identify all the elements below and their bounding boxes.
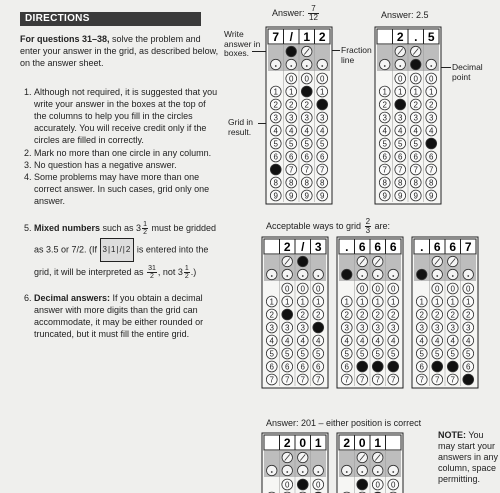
digit-label: 1 — [269, 297, 274, 307]
answer-char: 2 — [396, 30, 404, 44]
digit-label: 8 — [273, 178, 278, 188]
digit-bubble — [426, 138, 437, 149]
digit-label: 1 — [466, 297, 471, 307]
digit-label: 1 — [450, 297, 455, 307]
digit-label: 1 — [375, 297, 380, 307]
digit-label: 5 — [419, 349, 424, 359]
decimal-point-annotation: Decimal point — [452, 62, 483, 82]
intro-paragraph: For questions 31–38, solve the problem and enter your answer in the grid, as described below, on the answer sheet. — [20, 34, 219, 69]
decimal-bubble — [282, 465, 292, 475]
grid-7-12 — [266, 27, 334, 207]
decimal-bubble — [417, 269, 427, 279]
digit-label: 7 — [375, 375, 380, 385]
decimal-bubble — [357, 269, 367, 279]
digit-bubble — [463, 374, 474, 385]
grid-667 — [412, 237, 480, 397]
digit-label: 7 — [413, 165, 418, 175]
write-answer-annotation: Write answer in boxes. — [224, 29, 261, 58]
digit-label: 1 — [382, 87, 387, 97]
decimal-bubble — [267, 465, 277, 475]
digit-label: 0 — [375, 284, 380, 294]
digit-label: 4 — [320, 126, 325, 136]
answer-char: 3 — [314, 240, 322, 254]
digit-label: 6 — [429, 152, 434, 162]
answer-char: 6 — [374, 240, 382, 254]
answer-char: . — [420, 240, 424, 254]
rules-list — [20, 86, 220, 341]
decimal-bubble — [395, 59, 405, 69]
digit-label: 0 — [316, 480, 321, 490]
digit-label: 9 — [382, 191, 387, 201]
digit-label: 8 — [413, 178, 418, 188]
rule-1: 1. Although not required, it is suggested that you write your answer in the boxes at the top of the columns to help you fill in the circles accurately. You will receive credit only if the circles are filled in correctly. — [34, 86, 220, 147]
digit-label: 9 — [429, 191, 434, 201]
digit-label: 9 — [398, 191, 403, 201]
answer-box — [264, 239, 280, 254]
digit-bubble — [357, 479, 368, 490]
digit-label: 7 — [320, 165, 325, 175]
decimal-bubble — [426, 59, 436, 69]
fraction-bubble — [298, 256, 308, 266]
digit-label: 4 — [360, 336, 365, 346]
digit-label: 1 — [419, 297, 424, 307]
digit-label: 7 — [419, 375, 424, 385]
decimal-bubble — [388, 465, 398, 475]
digit-label: 8 — [398, 178, 403, 188]
digit-label: 0 — [285, 284, 290, 294]
digit-label: 3 — [269, 323, 274, 333]
digit-label: 4 — [391, 336, 396, 346]
answer-char: / — [289, 30, 293, 44]
answer-box — [386, 435, 402, 450]
digit-label: 1 — [429, 87, 434, 97]
digit-label: 4 — [398, 126, 403, 136]
digit-label: 1 — [320, 87, 325, 97]
digit-label: 3 — [391, 323, 396, 333]
answer-char: 2 — [343, 436, 351, 450]
directions-text — [20, 33, 220, 340]
digit-bubble — [432, 361, 443, 372]
digit-label: 7 — [391, 375, 396, 385]
decimal-bubble — [313, 269, 323, 279]
digit-label: 1 — [413, 87, 418, 97]
digit-label: 2 — [413, 100, 418, 110]
answer-char: 6 — [449, 240, 457, 254]
digit-label: 7 — [344, 375, 349, 385]
digit-label: 8 — [320, 178, 325, 188]
digit-label: 7 — [304, 165, 309, 175]
answer-2-5-label: Answer: 2.5 — [381, 10, 429, 20]
digit-label: 1 — [289, 87, 294, 97]
digit-label: 3 — [466, 323, 471, 333]
digit-label: 5 — [320, 139, 325, 149]
directions-header: DIRECTIONS — [20, 12, 201, 26]
digit-bubble — [313, 322, 324, 333]
digit-label: 5 — [382, 139, 387, 149]
grid-2-slash-3 — [262, 237, 330, 397]
digit-label: 6 — [300, 362, 305, 372]
digit-label: 6 — [289, 152, 294, 162]
digit-label: 4 — [285, 336, 290, 346]
digit-label: 8 — [289, 178, 294, 188]
digit-label: 7 — [316, 375, 321, 385]
digit-label: 0 — [413, 74, 418, 84]
digit-label: 1 — [285, 297, 290, 307]
digit-label: 4 — [413, 126, 418, 136]
answer-char: 0 — [358, 436, 366, 450]
digit-label: 3 — [360, 323, 365, 333]
digit-label: 4 — [269, 336, 274, 346]
digit-label: 2 — [316, 310, 321, 320]
digit-label: 4 — [273, 126, 278, 136]
digit-label: 1 — [300, 297, 305, 307]
digit-label: 4 — [304, 126, 309, 136]
answer-201-label: Answer: 201 – either position is correct — [266, 418, 422, 428]
digit-label: 4 — [300, 336, 305, 346]
answer-char: 2 — [283, 436, 291, 450]
digit-label: 2 — [435, 310, 440, 320]
decimal-bubble — [373, 465, 383, 475]
digit-label: 5 — [360, 349, 365, 359]
digit-label: 0 — [304, 74, 309, 84]
digit-bubble — [282, 309, 293, 320]
digit-label: 8 — [304, 178, 309, 188]
digit-label: 5 — [413, 139, 418, 149]
digit-label: 7 — [435, 375, 440, 385]
decimal-bubble — [317, 59, 327, 69]
answer-char: . — [414, 30, 418, 44]
digit-label: 2 — [419, 310, 424, 320]
digit-label: 5 — [273, 139, 278, 149]
digit-bubble — [372, 361, 383, 372]
digit-label: 5 — [316, 349, 321, 359]
digit-label: 3 — [450, 323, 455, 333]
digit-label: 5 — [450, 349, 455, 359]
digit-label: 1 — [344, 297, 349, 307]
digit-label: 5 — [289, 139, 294, 149]
digit-label: 0 — [435, 284, 440, 294]
fraction-line-annotation: Fraction line — [341, 45, 372, 65]
digit-label: 2 — [289, 100, 294, 110]
answer-char: 5 — [427, 30, 435, 44]
digit-bubble — [317, 99, 328, 110]
decimal-bubble — [357, 465, 367, 475]
answer-char: 6 — [389, 240, 397, 254]
answer-char: 0 — [299, 436, 307, 450]
decimal-bubble — [342, 269, 352, 279]
digit-label: 3 — [304, 113, 309, 123]
digit-label: 4 — [435, 336, 440, 346]
digit-label: 0 — [391, 480, 396, 490]
digit-label: 3 — [289, 113, 294, 123]
digit-label: 7 — [269, 375, 274, 385]
answer-char: 6 — [433, 240, 441, 254]
digit-label: 1 — [360, 297, 365, 307]
digit-label: 0 — [398, 74, 403, 84]
digit-label: 3 — [419, 323, 424, 333]
digit-label: 4 — [344, 336, 349, 346]
digit-label: 3 — [413, 113, 418, 123]
rule-5-mixed-numbers: 5. Mixed numbers such as 3 $\frac{1}{2}$ must be gridded as 3.5 or 7/2. (If 3|1|/|2 is entered into the grid, it will be interpreted as $\frac{31}{2}$ , not 3 $\frac{1}{2}$ .) — [34, 218, 220, 282]
digit-label: 5 — [269, 349, 274, 359]
decimal-bubble — [298, 269, 308, 279]
decimal-bubble — [298, 465, 308, 475]
digit-label: 5 — [285, 349, 290, 359]
grid-666 — [337, 237, 405, 397]
digit-bubble — [388, 361, 399, 372]
rule-4: 4. Some problems may have more than one correct answer. In such cases, grid only one answer. — [34, 171, 220, 208]
digit-label: 5 — [344, 349, 349, 359]
digit-label: 0 — [375, 480, 380, 490]
digit-label: 2 — [466, 310, 471, 320]
digit-label: 3 — [398, 113, 403, 123]
digit-label: 2 — [360, 310, 365, 320]
decimal-bubble — [271, 59, 281, 69]
digit-label: 0 — [466, 284, 471, 294]
digit-label: 7 — [300, 375, 305, 385]
digit-label: 3 — [375, 323, 380, 333]
digit-label: 7 — [285, 375, 290, 385]
digit-label: 6 — [269, 362, 274, 372]
digit-label: 6 — [320, 152, 325, 162]
answer-box — [377, 29, 393, 44]
digit-label: 5 — [466, 349, 471, 359]
digit-label: 6 — [413, 152, 418, 162]
digit-label: 0 — [300, 284, 305, 294]
digit-bubble — [270, 164, 281, 175]
digit-label: 2 — [450, 310, 455, 320]
digit-label: 7 — [450, 375, 455, 385]
digit-label: 8 — [429, 178, 434, 188]
digit-label: 7 — [429, 165, 434, 175]
answer-char: 7 — [272, 30, 280, 44]
digit-label: 6 — [304, 152, 309, 162]
digit-bubble — [357, 361, 368, 372]
digit-label: 5 — [300, 349, 305, 359]
decimal-bubble — [388, 269, 398, 279]
digit-label: 4 — [429, 126, 434, 136]
digit-label: 4 — [450, 336, 455, 346]
digit-label: 6 — [398, 152, 403, 162]
digit-label: 4 — [466, 336, 471, 346]
digit-label: 1 — [316, 297, 321, 307]
digit-label: 7 — [289, 165, 294, 175]
digit-label: 1 — [435, 297, 440, 307]
answer-char: 1 — [374, 436, 382, 450]
decimal-bubble — [282, 269, 292, 279]
digit-label: 1 — [273, 87, 278, 97]
digit-label: 8 — [382, 178, 387, 188]
digit-label: 5 — [435, 349, 440, 359]
answer-7-12-label: Answer: $\frac{7}{12}$ — [272, 4, 318, 22]
decimal-bubble — [411, 59, 421, 69]
digit-label: 5 — [391, 349, 396, 359]
answer-char: 1 — [303, 30, 311, 44]
digit-bubble — [301, 86, 312, 97]
digit-label: 0 — [450, 284, 455, 294]
decimal-bubble — [373, 269, 383, 279]
decimal-bubble — [448, 269, 458, 279]
grid-201-right — [337, 433, 405, 493]
digit-label: 2 — [375, 310, 380, 320]
digit-label: 3 — [285, 323, 290, 333]
decimal-bubble — [286, 59, 296, 69]
answer-box — [264, 435, 280, 450]
digit-label: 6 — [419, 362, 424, 372]
digit-label: 0 — [289, 74, 294, 84]
digit-label: 4 — [419, 336, 424, 346]
digit-label: 3 — [435, 323, 440, 333]
digit-label: 2 — [269, 310, 274, 320]
digit-label: 5 — [375, 349, 380, 359]
acceptable-ways-label: Acceptable ways to grid $\frac{2}{3}$ are: — [266, 217, 391, 235]
digit-label: 1 — [398, 87, 403, 97]
grid-201-left — [262, 433, 330, 493]
digit-label: 9 — [320, 191, 325, 201]
fraction-bubble — [286, 46, 296, 56]
digit-label: 2 — [382, 100, 387, 110]
digit-label: 7 — [398, 165, 403, 175]
rule-3: 3. No question has a negative answer. — [34, 159, 220, 171]
digit-label: 2 — [304, 100, 309, 110]
digit-label: 3 — [273, 113, 278, 123]
digit-label: 3 — [344, 323, 349, 333]
rule-6-decimal-answers: 6. Decimal answers: If you obtain a decimal answer with more digits than the grid can accommodate, it may be either rounded or truncated, but it must fill the entire grid. — [34, 292, 220, 341]
decimal-bubble — [463, 269, 473, 279]
digit-label: 4 — [382, 126, 387, 136]
example-grid-box: 3|1|/|2 — [100, 238, 135, 262]
digit-label: 2 — [273, 100, 278, 110]
digit-bubble — [395, 99, 406, 110]
answer-char: / — [301, 240, 305, 254]
grid-in-result-annotation: Grid in result. — [228, 117, 254, 137]
digit-label: 3 — [300, 323, 305, 333]
decimal-bubble — [380, 59, 390, 69]
digit-label: 3 — [382, 113, 387, 123]
decimal-bubble — [313, 465, 323, 475]
digit-label: 3 — [429, 113, 434, 123]
digit-label: 9 — [273, 191, 278, 201]
digit-label: 6 — [344, 362, 349, 372]
digit-label: 9 — [304, 191, 309, 201]
digit-label: 2 — [391, 310, 396, 320]
answer-char: 2 — [318, 30, 326, 44]
digit-label: 0 — [316, 284, 321, 294]
digit-label: 0 — [320, 74, 325, 84]
grid-2-5 — [375, 27, 443, 207]
digit-label: 2 — [300, 310, 305, 320]
digit-label: 6 — [466, 362, 471, 372]
digit-label: 7 — [382, 165, 387, 175]
digit-bubble — [297, 479, 308, 490]
digit-label: 6 — [382, 152, 387, 162]
decimal-bubble — [342, 465, 352, 475]
digit-label: 6 — [316, 362, 321, 372]
digit-label: 0 — [391, 284, 396, 294]
digit-label: 6 — [273, 152, 278, 162]
rule-2: 2. Mark no more than one circle in any column. — [34, 147, 220, 159]
note-text: NOTE: You may start your answers in any column, space permitting. — [438, 430, 499, 484]
digit-label: 1 — [391, 297, 396, 307]
answer-char: 1 — [314, 436, 322, 450]
digit-label: 3 — [320, 113, 325, 123]
digit-label: 4 — [375, 336, 380, 346]
answer-char: . — [345, 240, 349, 254]
digit-label: 5 — [304, 139, 309, 149]
decimal-bubble — [302, 59, 312, 69]
digit-label: 0 — [285, 480, 290, 490]
digit-label: 9 — [289, 191, 294, 201]
write-answer-pointer — [252, 51, 266, 52]
digit-label: 4 — [289, 126, 294, 136]
digit-label: 4 — [316, 336, 321, 346]
decimal-bubble — [432, 269, 442, 279]
digit-label: 2 — [344, 310, 349, 320]
answer-char: 7 — [464, 240, 472, 254]
digit-label: 5 — [398, 139, 403, 149]
answer-char: 6 — [358, 240, 366, 254]
digit-label: 6 — [285, 362, 290, 372]
answer-char: 2 — [283, 240, 291, 254]
digit-label: 2 — [429, 100, 434, 110]
decimal-bubble — [267, 269, 277, 279]
digit-label: 7 — [360, 375, 365, 385]
digit-label: 9 — [413, 191, 418, 201]
digit-label: 0 — [429, 74, 434, 84]
digit-bubble — [447, 361, 458, 372]
digit-label: 0 — [360, 284, 365, 294]
